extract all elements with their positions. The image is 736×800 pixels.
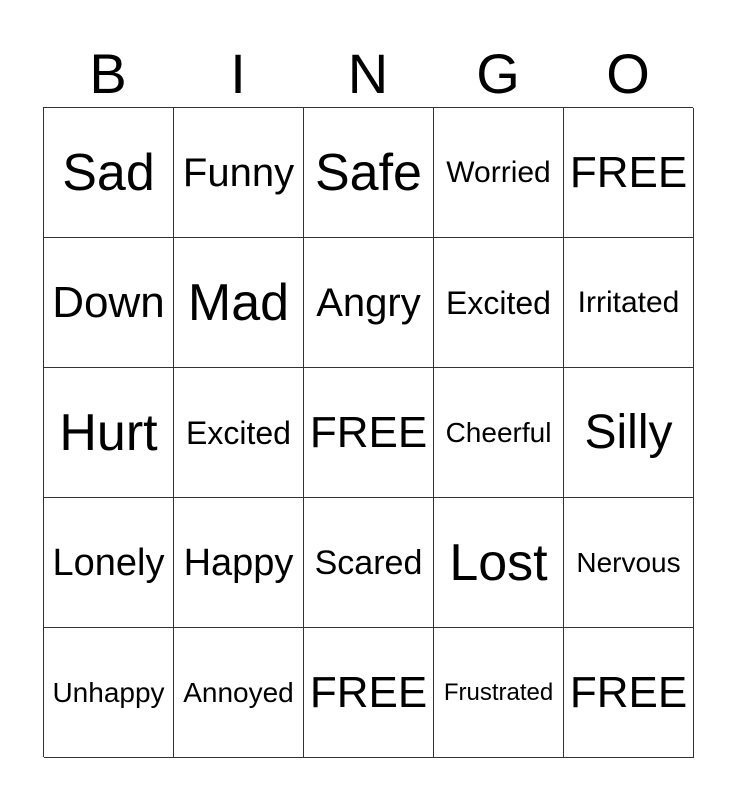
bingo-board bbox=[43, 107, 693, 757]
bingo-cell: FREE bbox=[304, 628, 434, 758]
header-letter-g: G bbox=[476, 42, 520, 105]
bingo-cell: Excited bbox=[434, 238, 564, 368]
bingo-cell: Funny bbox=[174, 108, 304, 238]
bingo-cell: FREE bbox=[304, 368, 434, 498]
header-letter-n: N bbox=[347, 42, 389, 105]
bingo-cell: Irritated bbox=[564, 238, 694, 368]
bingo-cell: FREE bbox=[564, 628, 694, 758]
bingo-cell: Cheerful bbox=[434, 368, 564, 498]
bingo-cell: Worried bbox=[434, 108, 564, 238]
header-letter-i: I bbox=[230, 42, 246, 105]
bingo-cell: Safe bbox=[304, 108, 434, 238]
bingo-cell: Hurt bbox=[44, 368, 174, 498]
bingo-cell: Lost bbox=[434, 498, 564, 628]
bingo-cell: Happy bbox=[174, 498, 304, 628]
header-letter-b: B bbox=[89, 42, 127, 105]
bingo-cell: Mad bbox=[174, 238, 304, 368]
bingo-header bbox=[43, 40, 693, 108]
header-letter-o: O bbox=[606, 42, 650, 105]
bingo-cell: Frustrated bbox=[434, 628, 564, 758]
bingo-cell: Sad bbox=[44, 108, 174, 238]
bingo-cell: Annoyed bbox=[174, 628, 304, 758]
bingo-cell: Angry bbox=[304, 238, 434, 368]
bingo-cell: Silly bbox=[564, 368, 694, 498]
bingo-cell: Unhappy bbox=[44, 628, 174, 758]
bingo-cell: Excited bbox=[174, 368, 304, 498]
bingo-cell: Lonely bbox=[44, 498, 174, 628]
bingo-cell: Nervous bbox=[564, 498, 694, 628]
bingo-cell: Down bbox=[44, 238, 174, 368]
bingo-cell: Scared bbox=[304, 498, 434, 628]
bingo-cell: FREE bbox=[564, 108, 694, 238]
